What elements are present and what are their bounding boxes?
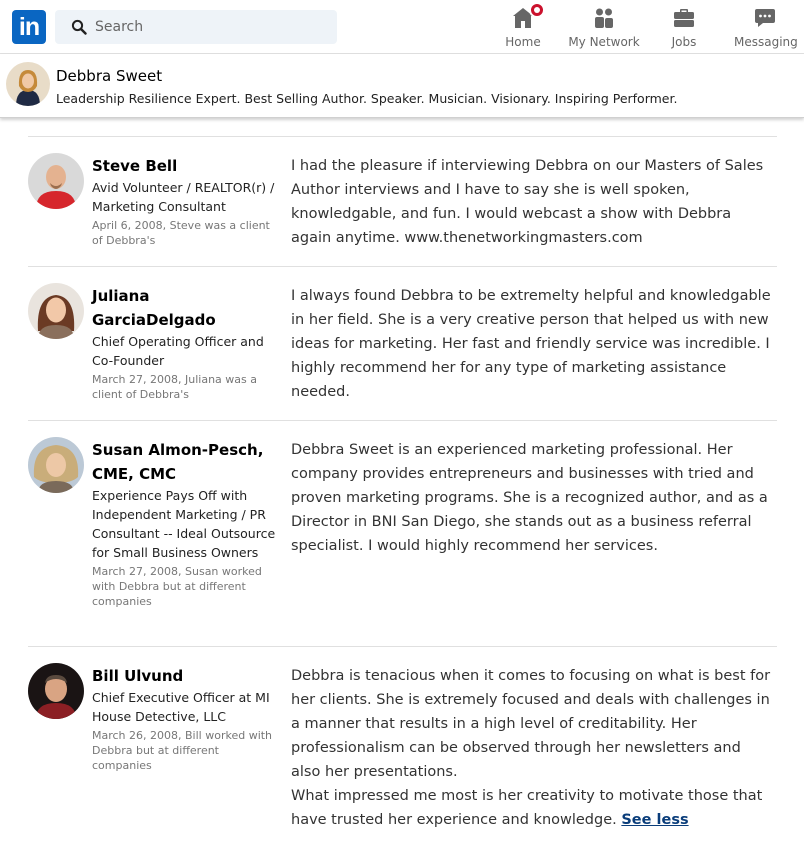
- search-box[interactable]: [55, 10, 337, 44]
- nav-my-network-label: My Network: [568, 35, 640, 49]
- recommender-info: [92, 284, 276, 402]
- recommendation-item: [28, 646, 777, 846]
- recommendation-date: April 6, 2008, Steve was a client of Debbra's: [92, 219, 270, 247]
- nav-home[interactable]: [503, 4, 543, 50]
- profile-name[interactable]: Debbra Sweet: [56, 67, 163, 85]
- nav-home-label: Home: [505, 35, 541, 49]
- search-input[interactable]: [95, 10, 325, 44]
- notification-badge: [529, 2, 545, 18]
- chat-icon: [753, 6, 777, 30]
- nav-messaging-label: Messaging: [734, 35, 798, 49]
- recommender-info: [92, 664, 276, 773]
- see-less-link[interactable]: See less: [621, 812, 689, 828]
- recommender-info: [92, 438, 276, 609]
- nav-messaging[interactable]: [734, 4, 796, 50]
- home-icon: [511, 6, 535, 30]
- recommender-name[interactable]: Susan Almon-Pesch, CME, CMC: [92, 441, 264, 483]
- recommendation-date: March 26, 2008, Bill worked with Debbra but at different companies: [92, 729, 273, 772]
- nav-jobs[interactable]: [666, 4, 702, 50]
- recommendations-list: [28, 136, 777, 846]
- recommender-name[interactable]: Steve Bell: [92, 157, 178, 175]
- recommender-title: Chief Executive Officer at MI House Detective, LLC: [92, 690, 270, 724]
- recommender-title: Avid Volunteer / REALTOR(r) / Marketing Consultant: [92, 180, 275, 214]
- briefcase-icon: [672, 6, 696, 30]
- people-icon: [592, 6, 616, 30]
- recommendation-item: [28, 136, 777, 266]
- recommender-avatar[interactable]: [28, 153, 84, 209]
- recommendation-text-block: [291, 664, 771, 832]
- profile-header: [0, 54, 804, 118]
- profile-avatar[interactable]: [6, 62, 50, 106]
- recommendation-text: Debbra is tenacious when it comes to focusing on what is best for her clients. She is extremely focused and deals with challenges in a manner that results in a high level of creditability. Her professionalism can be observed through her newsletters and also her presentations.: [291, 668, 771, 780]
- recommendation-date: March 27, 2008, Juliana was a client of Debbra's: [92, 373, 257, 401]
- recommender-info: [92, 154, 276, 248]
- recommendation-item: [28, 420, 777, 646]
- search-icon: [71, 19, 87, 35]
- recommendation-text: I had the pleasure if interviewing Debbra on our Masters of Sales Author interviews and I have to say she is well spoken, knowledgable, and fun. I would webcast a show with Debbra again anytime. www.thenetworkingmasters.com: [291, 158, 764, 246]
- recommendation-text: Debbra Sweet is an experienced marketing professional. Her company provides entrepreneurs and businesses with tried and proven marketing programs. She is a recognized author, and as a Director in BNI San Diego, she stands out as a business referral specialist. I would highly recommend her services.: [291, 442, 768, 554]
- recommender-avatar[interactable]: [28, 437, 84, 493]
- recommendation-text-continued: What impressed me most is her creativity to motivate those that have trusted her experience and knowledge.: [291, 788, 763, 828]
- recommender-avatar[interactable]: [28, 663, 84, 719]
- recommender-title: Chief Operating Officer and Co-Founder: [92, 334, 264, 368]
- linkedin-logo[interactable]: in: [12, 10, 46, 44]
- recommender-name[interactable]: Bill Ulvund: [92, 667, 184, 685]
- recommendation-text: I always found Debbra to be extremelty helpful and knowledgable in her field. She is a very creative person that helped us with new ideas for marketing. Her fast and friendly service was incredible. I highly recommend her for any type of marketing assistance needed.: [291, 288, 771, 400]
- recommender-avatar[interactable]: [28, 283, 84, 339]
- nav-my-network[interactable]: [568, 4, 640, 50]
- recommendation-item: [28, 266, 777, 420]
- nav-jobs-label: Jobs: [671, 35, 697, 49]
- recommendation-date: March 27, 2008, Susan worked with Debbra but at different companies: [92, 565, 262, 608]
- profile-headline: Leadership Resilience Expert. Best Selling Author. Speaker. Musician. Visionary. Inspiring Performer.: [56, 91, 678, 106]
- top-nav: [0, 0, 804, 54]
- recommender-title: Experience Pays Off with Independent Marketing / PR Consultant -- Ideal Outsource for Small Business Owners: [92, 488, 276, 560]
- recommender-name[interactable]: Juliana GarciaDelgado: [92, 287, 216, 329]
